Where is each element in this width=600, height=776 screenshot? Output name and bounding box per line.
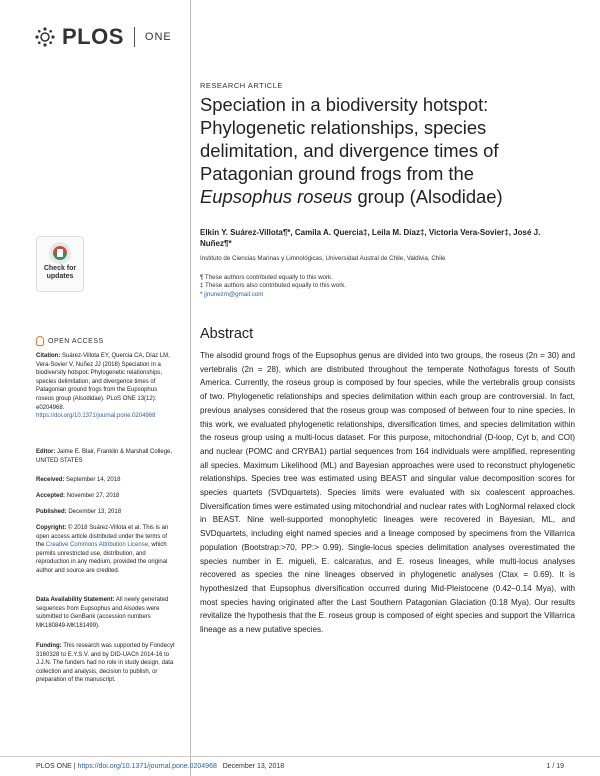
citation-label: Citation: (36, 353, 61, 359)
check-for-updates-badge[interactable] (36, 236, 84, 292)
editor-block (36, 448, 176, 465)
citation-text: Suárez-Villota EY, Quercia CA, Díaz LM, Vera-Sovier V, Nuñez JJ (2018) Speciation in a biodiversity hotspot: Phylogenetic relationships, species delimitation, and divergence times of Patagonian ground frogs from the Eupsophus roseus group (Alsodidae). PLoS ONE 13(12): e0204968. (36, 353, 170, 411)
title-italic: Eupsophus roseus (200, 186, 353, 207)
editor-text: Jaime E. Blair, Franklin & Marshall College, UNITED STATES (36, 449, 173, 464)
author-notes (200, 274, 560, 299)
article-title (200, 93, 570, 208)
received-label: Received: (36, 477, 65, 483)
open-lock-icon (36, 336, 44, 346)
note-asterisk: * (200, 290, 205, 298)
crossmark-icon (37, 239, 83, 267)
note-also-equal-contribution: ‡ These authors also contributed equally to this work. (200, 282, 347, 290)
license-link[interactable]: Creative Commons Attribution License (46, 542, 149, 549)
check-for-updates-label: Check for updates (43, 265, 77, 280)
accepted-label: Accepted: (36, 493, 66, 499)
journal-name: ONE (144, 31, 172, 43)
published-date: December 13, 2018 (68, 509, 122, 515)
accepted-block (36, 492, 176, 501)
column-divider (190, 0, 191, 776)
footer-date: December 13, 2018 (222, 763, 285, 770)
funding-text: This research was supported by Fondecyt 3160328 to E.Y.S.V. and by DID-UACh 2014-16 to J.J.N. The funders had no role in study design, data collection and analysis, decision to publish, or preparation of the manuscript. (36, 643, 175, 684)
abstract-body: The alsodid ground frogs of the Eupsophus genus are divided into two groups, the roseus (2n = 30) and vertebralis (2n = 28), which are distributed throughout the temperate Nothofagus forests of South America. Currently, the roseus group is composed by four species, while the vertebralis group consists of two. Phylogenetic relationships and species delimitation within each group are controversial. In fact, previous analyses considered that the roseus group was composed of between four to nine species. In this work, we evaluated phylogenetic relationships, diversification times, and species delimitation within the roseus group using a multi-locus dataset. For this purpose, mitochondrial (D-loop, Cyt b, and COI) and nuclear (POMC and CRYBA1) partial sequences from 164 individuals were amplified, representing all species. Maximum Likelihood (ML) and Bayesian approaches were used to reconstruct phylogenetic relationships. Species tree was estimated using BEAST and singular value decomposition scores for species quartets (SVDquartets). Species limits were evaluated with six coalescent approaches. Diversification times were estimated using mitochondrial and nuclear rates with LogNormal relaxed clock in BEAST. Nine well-supported monophyletic lineages were recovered in Bayesian, ML, and SVDquartets, including eight named species and a lineage composed by specimens from the Villarrica population (Bootstrap:>70, PP:> 0.99). Single-locus species delimitation analyses overestimated the species number in E. migueli, E. calcaratus, and E. roseus lineages, while multi-locus analyses recovered as species the nine lineages observed in phylogenetic analyses (Ctax = 0.69). It is hypothesized that Eupsophus diversification occurred during Mid-Pleistocene (0.42–0.14 Mya), with most species having originated after the Last Southern Patagonian Glaciation (0.18 Mya). Our results revitalize the hypothesis that the E. roseus group is composed of eight species and support the Villarrica lineage as a new putative species. (200, 351, 575, 635)
citation-doi-link[interactable]: https://doi.org/10.1371/journal.pone.0204968 (36, 413, 156, 420)
footer-rule (0, 756, 600, 757)
author-list: Elkin Y. Suárez-Villota¶*, Camila A. Quercia‡, Leila M. Díaz‡, Victoria Vera-Sovier‡, José J. Nuñez¶* (200, 228, 541, 248)
footer-journal: PLOS ONE (36, 763, 72, 770)
received-block (36, 476, 176, 485)
page-footer (36, 763, 284, 770)
copyright-text-end: , which permits unrestricted use, distribution, and reproduction in any medium, provided the original author and source are credited. (36, 542, 168, 574)
title-part-1: Speciation in a biodiversity hotspot: Phylogenetic relationships, species delimitation, and divergence times of Patagonian ground frogs from the (200, 94, 499, 184)
logo-divider (134, 27, 135, 47)
copyright-text: © 2018 Suárez-Villota et al. This is an open access article distributed under the terms of the (36, 525, 169, 549)
copyright-label: Copyright: (36, 525, 67, 531)
received-date: September 14, 2018 (66, 477, 121, 483)
corresponding-email-link[interactable]: jjnunezm@gmail.com (204, 290, 264, 298)
open-access-badge (36, 336, 104, 346)
brand-name: PLOS (62, 24, 124, 49)
published-block (36, 508, 176, 517)
affiliation: Instituto de Ciencias Marinas y Limnológicas, Universidad Austral de Chile, Valdivia, Chile (200, 255, 446, 262)
citation-block (36, 352, 176, 421)
data-availability-text: All newly generated sequences from Eupsophus and Alsodes were submitted to GenBank (accession numbers MK180849-MK181499). (36, 597, 169, 629)
funding-block (36, 642, 176, 685)
published-label: Published: (36, 509, 67, 515)
article-type: RESEARCH ARTICLE (200, 81, 283, 90)
data-availability-label: Data Availability Statement: (36, 597, 115, 603)
page-number: 1 / 19 (546, 763, 564, 770)
copyright-block (36, 524, 176, 576)
plos-one-logo (34, 24, 172, 50)
plos-logo-icon (34, 26, 56, 48)
open-access-label: OPEN ACCESS (48, 337, 104, 345)
note-corresponding (200, 291, 560, 299)
funding-label: Funding: (36, 643, 62, 649)
note-equal-contribution: ¶ These authors contributed equally to this work. (200, 274, 333, 281)
abstract-heading: Abstract (200, 326, 254, 342)
footer-separator: | (71, 763, 78, 770)
data-availability-block (36, 596, 176, 630)
title-part-2: group (Alsodidae) (352, 186, 503, 207)
editor-label: Editor: (36, 449, 56, 455)
footer-doi-link[interactable]: https://doi.org/10.1371/journal.pone.0204968 (77, 763, 217, 770)
accepted-date: November 27, 2018 (66, 493, 120, 499)
